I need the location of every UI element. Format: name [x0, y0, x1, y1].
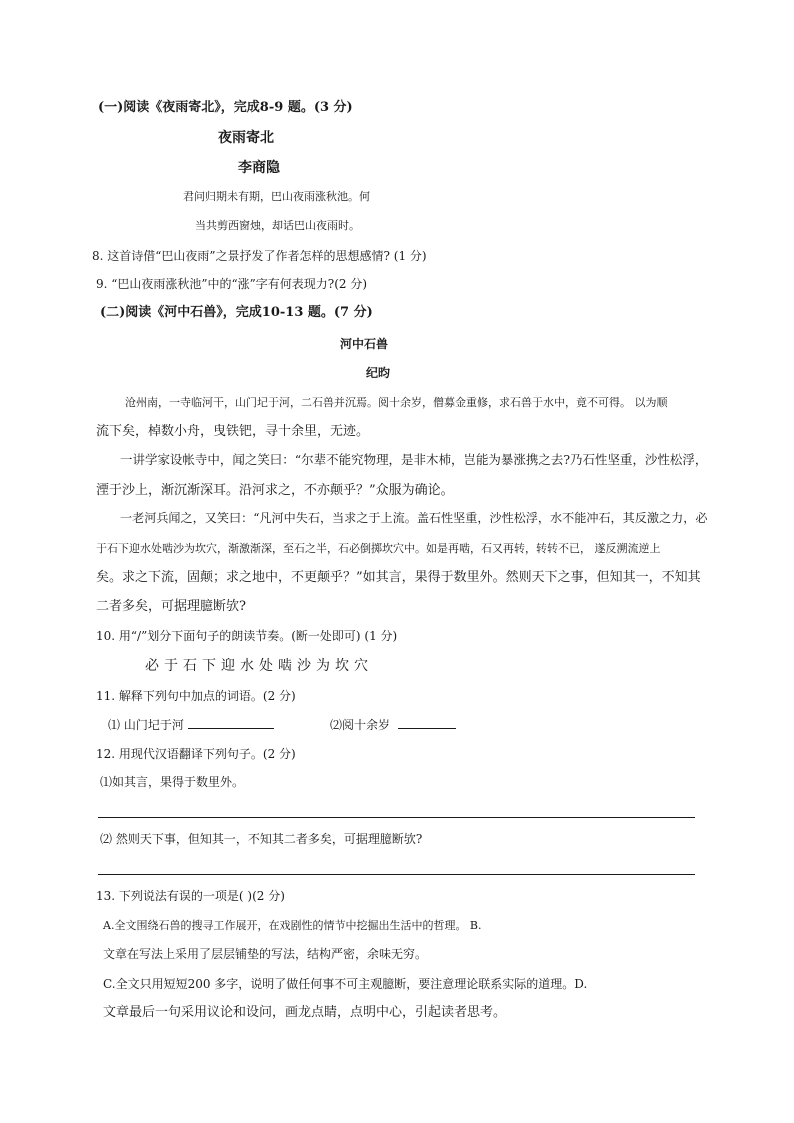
question-13: 13. 下列说法有误的一项是( )(2 分): [96, 889, 285, 903]
passage-line: 沧州南，一寺临河干，山门圮于河，二石兽并沉焉。阅十余岁，僧募金重修，求石兽于水中，竟不可得。 以为顺: [125, 396, 668, 409]
passage-line: 一讲学家设帐寺中，闻之笑曰：“尔辈不能究物理，是非木杮，岂能为暴涨携之去?乃石性坚重，沙性松浮，: [120, 452, 708, 467]
question-10-sentence: 必于石下迎水处啮沙为坎穴: [145, 658, 373, 674]
poem-line: 君问归期未有期，巴山夜雨涨秋池。何: [183, 190, 370, 203]
answer-line[interactable]: [98, 817, 695, 818]
poem-line: 当共剪西窗烛，却话巴山夜雨时。: [195, 219, 360, 232]
question-11-item-text: ⑴ 山门圮于河: [108, 718, 184, 732]
question-10: 10. 用“/”划分下面句子的朗读节奏。(断一处即可) (1 分): [96, 629, 398, 643]
option-line: 文章最后一句采用议论和设问，画龙点睛，点明中心，引起读者思考。: [103, 1005, 507, 1020]
section-heading: (一)阅读《夜雨寄北》，完成8-9 题。(3 分): [98, 100, 353, 115]
answer-blank[interactable]: [188, 716, 274, 729]
poem-author: 李商隐: [238, 160, 280, 176]
question-11-item: [330, 716, 456, 731]
option-line: C.全文只用短短200 多字，说明了做任何事不可主观臆断，要注意理论联系实际的道理。D.: [103, 977, 588, 991]
passage-line: 矣。求之下流，固颠；求之地中，不更颠乎？”如其言，果得于数里外。然则天下之事，但知其一，不知其: [96, 570, 701, 585]
passage-author: 纪昀: [366, 366, 391, 380]
answer-blank[interactable]: [398, 716, 456, 729]
passage-line: 湮于沙上，渐沉渐深耳。沿河求之，不亦颠乎？”众服为确论。: [96, 483, 454, 498]
option-line: 文章在写法上采用了层层铺垫的写法，结构严密，余味无穷。: [103, 947, 428, 961]
passage-line: 一老河兵闻之，又笑曰：“凡河中失石，当求之于上流。盖石性坚重，沙性松浮，水不能冲石，其反激之力，必: [120, 511, 708, 525]
question-9: 9. “巴山夜雨涨秋池”中的“涨”字有何表现力?(2 分): [96, 277, 368, 291]
question-11-item: [108, 716, 274, 731]
question-8: 8. 这首诗借“巴山夜雨”之景抒发了作者怎样的思想感情? (1 分): [92, 249, 427, 263]
question-12: 12. 用现代汉语翻译下列句子。(2 分): [96, 747, 296, 761]
answer-line[interactable]: [98, 874, 695, 875]
question-11-item-text: ⑵阅十余岁: [330, 718, 391, 732]
question-12-item: ⑴如其言，果得于数里外。: [100, 775, 245, 789]
question-11: 11. 解释下列句中加点的词语。(2 分): [96, 689, 296, 703]
passage-line: 流下矣，棹数小舟，曳铁钯，寻十余里，无迹。: [96, 424, 370, 439]
question-12-item: ⑵ 然则天下事，但知其一，不知其二者多矣，可据理臆断欤?: [100, 832, 423, 846]
section-heading: (二)阅读《河中石兽》，完成10-13 题。(7 分): [100, 305, 373, 320]
poem-title: 夜雨寄北: [218, 130, 274, 146]
passage-title: 河中石兽: [340, 337, 389, 351]
passage-line: 二者多矣，可据理臆断欤?: [96, 599, 246, 614]
option-line: A.全文围绕石兽的搜寻工作展开，在戏剧性的情节中挖掘出生活中的哲理。 B.: [103, 919, 482, 932]
passage-line: 于石下迎水处啮沙为坎穴，渐激渐深，至石之半，石必倒掷坎穴中。如是再啮，石又再转，转转不已， 遂反溯流逆上: [96, 542, 661, 555]
